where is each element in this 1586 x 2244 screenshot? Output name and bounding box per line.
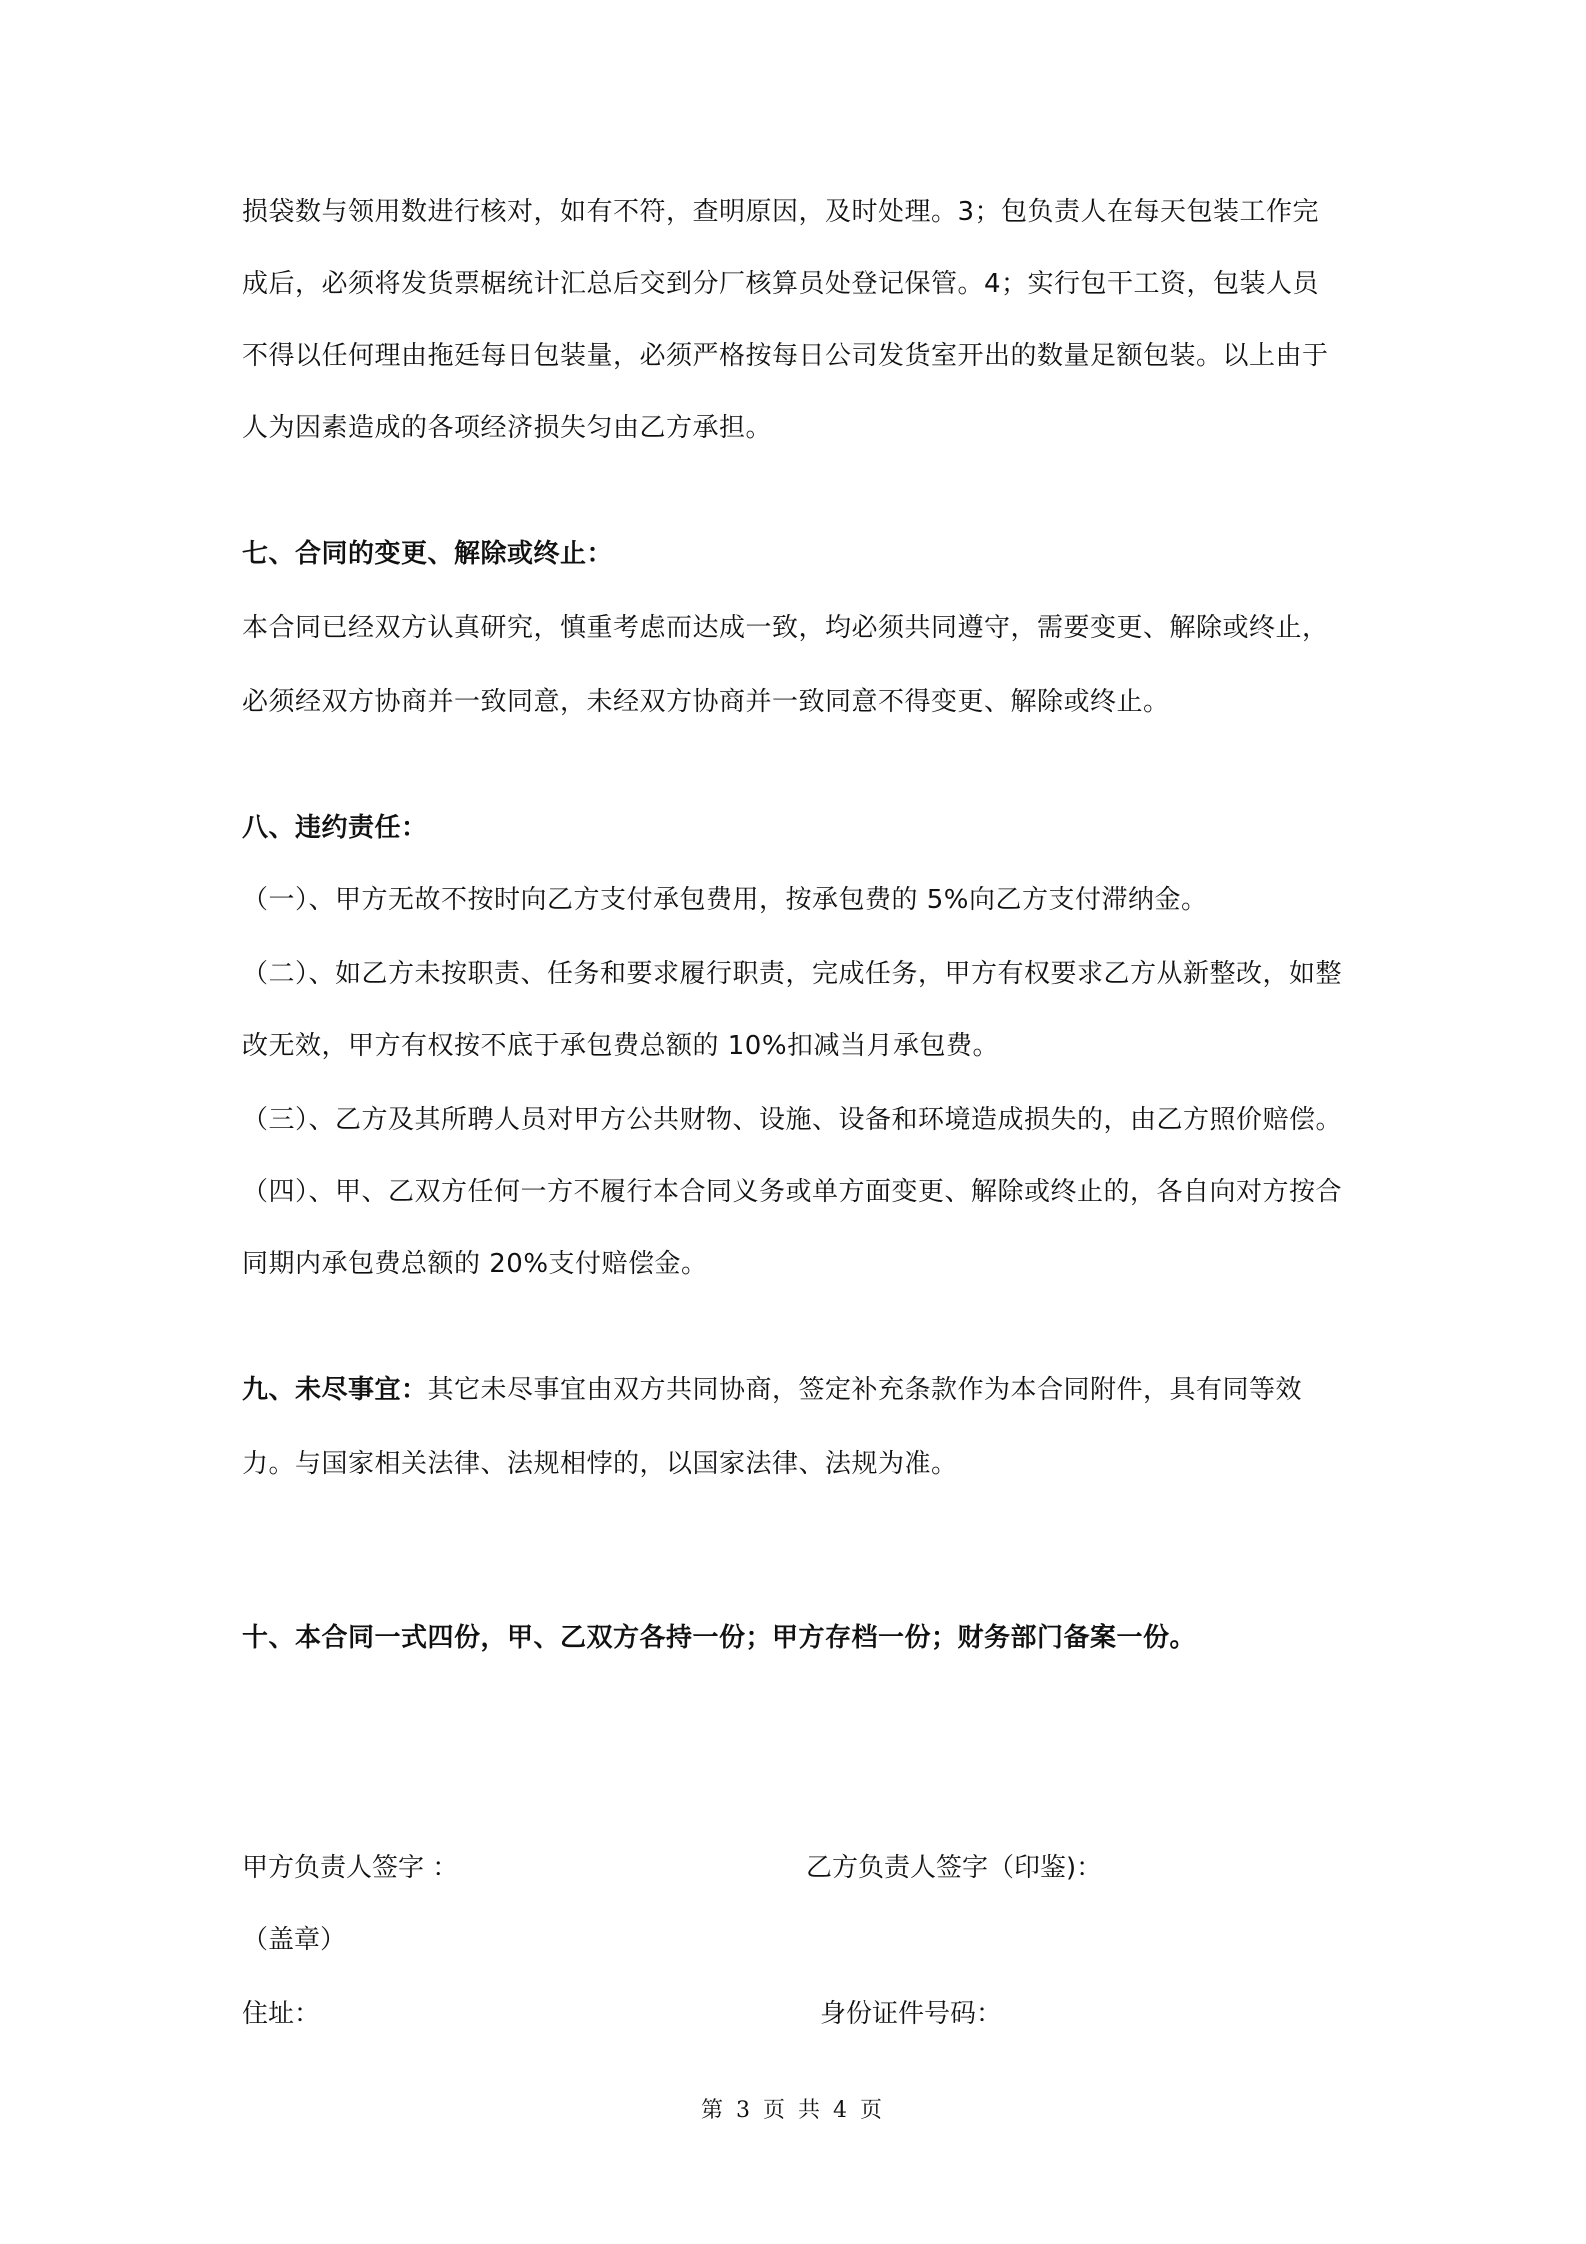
section-heading-10: 十、本合同一式四份，甲、乙双方各持一份；甲方存档一份；财务部门备案一份。 xyxy=(242,1623,1197,1653)
section-9-line xyxy=(242,1372,1302,1408)
body-line: 成后，必须将发货票椐统计汇总后交到分厂核算员处登记保管。4；实行包干工资，包装人员 xyxy=(242,269,1320,299)
body-line: 力。与国家相关法律、法规相悖的，以国家法律、法规为准。 xyxy=(242,1449,958,1479)
clause-line: 改无效，甲方有权按不底于承包费总额的 10%扣减当月承包费。 xyxy=(242,1031,1000,1061)
id-number-label: 身份证件号码： xyxy=(820,1999,1003,2029)
page-number-footer: 第 3 页 共 4 页 xyxy=(701,2098,885,2123)
seal-label: （盖章） xyxy=(242,1925,347,1955)
clause-line: （一）、甲方无故不按时向乙方支付承包费用，按承包费的 5%向乙方支付滞纳金。 xyxy=(242,885,1208,915)
section-heading-9: 九、未尽事宜： xyxy=(242,1375,428,1405)
section-heading-8: 八、违约责任： xyxy=(242,813,428,843)
body-line: 本合同已经双方认真研究，慎重考虑而达成一致，均必须共同遵守，需要变更、解除或终止， xyxy=(242,613,1329,643)
party-a-signature-label: 甲方负责人签字 ： xyxy=(242,1853,459,1883)
body-line: 人为因素造成的各项经济损失匀由乙方承担。 xyxy=(242,413,773,443)
clause-line: （四）、甲、乙双方任何一方不履行本合同义务或单方面变更、解除或终止的，各自向对方按合 xyxy=(242,1177,1343,1207)
clause-line: （二）、如乙方未按职责、任务和要求履行职责，完成任务，甲方有权要求乙方从新整改，如整 xyxy=(242,959,1343,989)
address-label: 住址： xyxy=(242,1999,321,2029)
body-line: 不得以任何理由拖廷每日包装量，必须严格按每日公司发货室开出的数量足额包装。以上由于 xyxy=(242,341,1329,371)
clause-line: （三）、乙方及其所聘人员对甲方公共财物、设施、设备和环境造成损失的，由乙方照价赔偿。 xyxy=(242,1105,1343,1135)
body-line: 损袋数与领用数进行核对，如有不符，查明原因，及时处理。3；包负责人在每天包装工作完 xyxy=(242,197,1320,227)
section-9-text: 其它未尽事宜由双方共同协商，签定补充条款作为本合同附件，具有同等效 xyxy=(427,1375,1303,1405)
body-line: 必须经双方协商并一致同意，未经双方协商并一致同意不得变更、解除或终止。 xyxy=(242,687,1170,717)
clause-line: 同期内承包费总额的 20%支付赔偿金。 xyxy=(242,1249,708,1279)
party-b-signature-label: 乙方负责人签字（印鉴)： xyxy=(806,1853,1103,1883)
section-heading-7: 七、合同的变更、解除或终止： xyxy=(242,539,614,569)
